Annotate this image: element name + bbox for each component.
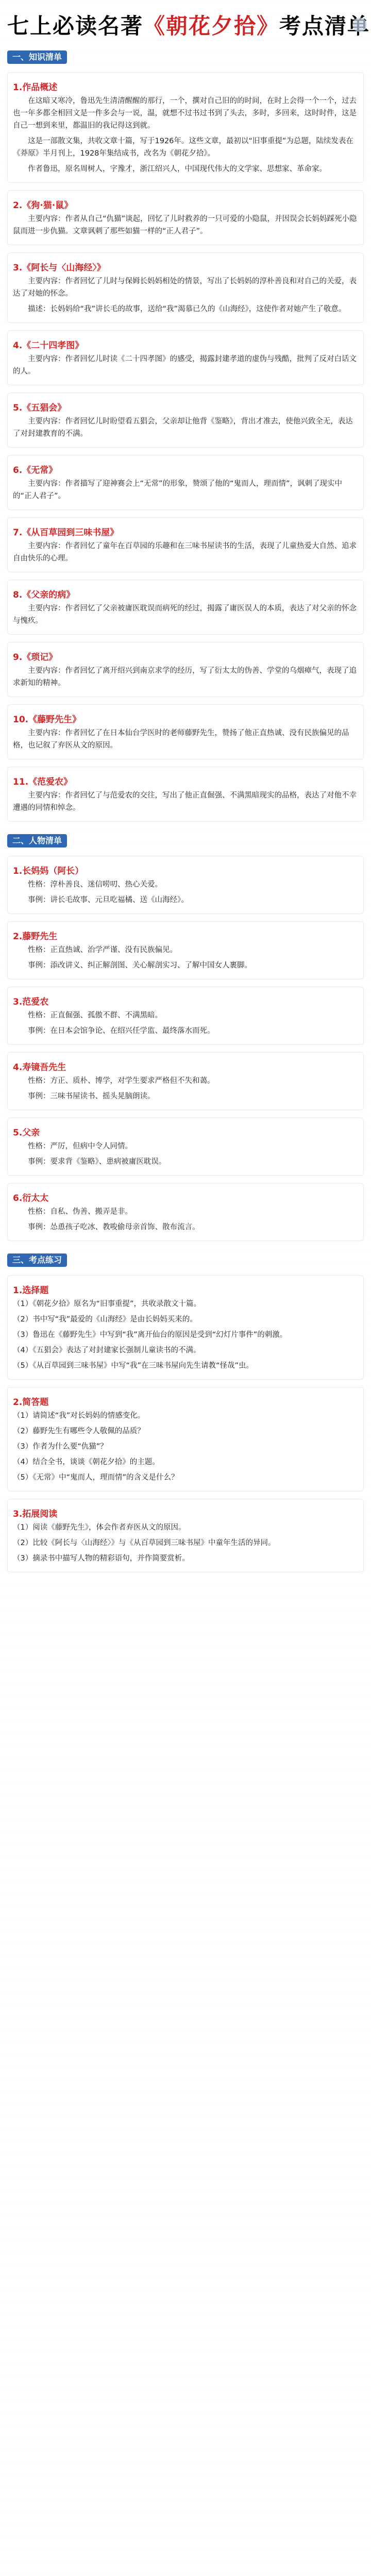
block-title: 2.简答题 xyxy=(13,1397,49,1408)
block-title: 6.衍太太 xyxy=(13,1193,49,1204)
sections-container xyxy=(7,45,364,1572)
content-block xyxy=(7,1387,364,1492)
content-block xyxy=(7,1117,364,1176)
content-block xyxy=(7,767,364,822)
content-block xyxy=(7,704,364,759)
title-prefix: 七上必读名著 xyxy=(7,13,144,39)
paragraph: 描述：长妈妈给“我”讲长毛的故事，送给“我”渴慕已久的《山海经》，这使作者对她产生了敬意。 xyxy=(28,305,346,313)
title-suffix: 考点清单 xyxy=(279,13,370,39)
content-block xyxy=(7,856,364,914)
paragraph: 主要内容：作者回忆了父亲被庸医耽误而病死的经过，揭露了庸医误人的本质，表达了对父亲的怀念与愧疚。 xyxy=(13,604,357,625)
list-item: （3）作者为什么要“仇猫”？ xyxy=(13,1443,108,1451)
paragraph: 性格：自私、伪善、搬弄是非。 xyxy=(28,1208,132,1216)
list-item: （3）摘录书中描写人物的精彩语句，并作简要赏析。 xyxy=(13,1554,190,1563)
paragraph: 主要内容：作者回忆了童年在百草园的乐趣和在三味书屋读书的生活，表现了儿童热爱大自然、追求自由快乐的心理。 xyxy=(13,542,357,563)
block-title: 4.《二十四孝图》 xyxy=(13,341,84,351)
content-block xyxy=(7,455,364,510)
paragraph: 主要内容：作者回忆了儿时与保姆长妈妈相处的情景，写出了长妈妈的淳朴善良和对自己的关爱，表达了对她的怀念。 xyxy=(13,277,357,298)
list-item: （1）请简述“我”对长妈妈的情感变化。 xyxy=(13,1412,145,1420)
paragraph: 性格：正直倔强、孤傲不群、不满黑暗。 xyxy=(28,1011,162,1020)
paragraph: 事例：三味书屋读书、摇头晃脑朗读。 xyxy=(28,1092,155,1100)
list-item: （4）结合全书，谈谈《朝花夕拾》的主题。 xyxy=(13,1458,160,1466)
paragraph: 主要内容：作者回忆了与范爱农的交往，写出了他正直倔强、不满黑暗现实的品格，表达了对他不幸遭遇的同情和悼念。 xyxy=(13,791,357,812)
section-heading: 一、知识清单 xyxy=(7,50,67,64)
content-block xyxy=(7,580,364,635)
paragraph: 主要内容：作者回忆了在日本仙台学医时的老师藤野先生，赞扬了他正直热诚、没有民族偏见的品格，也记叙了弃医从文的原因。 xyxy=(13,729,349,750)
list-item: （2）比较《阿长与〈山海经〉》与《从百草园到三味书屋》中童年生活的异同。 xyxy=(13,1539,276,1547)
paragraph: 事例：怂恿孩子吃冰、教唆偷母亲首饰、散布流言。 xyxy=(28,1223,200,1231)
paragraph: 性格：淳朴善良、迷信唠叨、热心关爱。 xyxy=(28,880,162,889)
list-item: （2）书中写“我”最爱的《山海经》是由长妈妈买来的。 xyxy=(13,1315,197,1324)
paragraph: 事例：添改讲义、纠正解剖图、关心解剖实习、了解中国女人裹脚。 xyxy=(28,961,252,970)
content-block xyxy=(7,1183,364,1241)
content-block xyxy=(7,517,364,572)
block-title: 10.《藤野先生》 xyxy=(13,715,81,725)
block-title: 1.长妈妈（阿长） xyxy=(13,866,84,876)
block-title: 11.《范爱农》 xyxy=(13,777,73,787)
content-block xyxy=(7,252,364,323)
question-list xyxy=(13,1521,358,1565)
content-block xyxy=(7,393,364,448)
paragraph: 主要内容：作者从自己“仇猫”谈起，回忆了儿时救养的一只可爱的小隐鼠，并因误会长妈妈踩死小隐鼠而进一步仇猫。文章讽刺了那些如猫一样的“正人君子”。 xyxy=(13,215,357,235)
content-block xyxy=(7,72,364,183)
paragraph: 这是一部散文集，共收文章十篇，写于1926年。这些文章，最初以“旧事重提”为总题，陆续发表在《莽原》半月刊上，1928年集结成书，改名为《朝花夕拾》。 xyxy=(13,137,353,158)
question-list xyxy=(13,1410,358,1484)
block-title: 7.《从百草园到三味书屋》 xyxy=(13,528,119,538)
list-item: （1）《朝花夕拾》原名为“旧事重提”，共收录散文十篇。 xyxy=(13,1300,201,1308)
content-block xyxy=(7,1499,364,1572)
question-list xyxy=(13,1298,358,1372)
block-title: 1.选择题 xyxy=(13,1285,49,1296)
footer-spacer xyxy=(7,1580,364,1600)
list-item: （1）阅读《藤野先生》，体会作者弃医从文的原因。 xyxy=(13,1523,186,1532)
list-item: （5）《从百草园到三味书屋》中写“我”在三味书屋向先生请教“怪哉”虫。 xyxy=(13,1362,254,1370)
paragraph: 作者鲁迅，原名周树人，字豫才，浙江绍兴人，中国现代伟大的文学家、思想家、革命家。 xyxy=(28,165,327,173)
content-block xyxy=(7,1275,364,1380)
paragraph: 性格：正直热诚、治学严谨、没有民族偏见。 xyxy=(28,946,177,954)
block-title: 3.《阿长与〈山海经〉》 xyxy=(13,263,106,273)
content-block xyxy=(7,987,364,1045)
block-title: 3.拓展阅读 xyxy=(13,1509,58,1519)
paragraph: 性格：方正、质朴、博学，对学生要求严格但不失和蔼。 xyxy=(28,1077,215,1085)
paragraph: 主要内容：作者回忆儿时读《二十四孝图》的感受，揭露封建孝道的虚伪与残酷，批判了反对白话文的人。 xyxy=(13,355,357,376)
block-title: 5.《五猖会》 xyxy=(13,403,66,413)
content-block xyxy=(7,330,364,385)
paragraph: 主要内容：作者回忆了离开绍兴到南京求学的经历，写了衍太太的伪善、学堂的乌烟瘴气，表现了追求新知的精神。 xyxy=(13,667,357,687)
list-item: （2）藤野先生有哪些令人敬佩的品质？ xyxy=(13,1427,145,1435)
page-header xyxy=(7,9,370,40)
title-book: 《朝花夕拾》 xyxy=(143,13,280,39)
paragraph: 事例：要求背《鉴略》、患病被庸医耽误。 xyxy=(28,1158,166,1166)
block-title: 2.《狗·猫·鼠》 xyxy=(13,200,73,211)
paragraph: 事例：讲长毛故事、元旦吃福橘、送《山海经》。 xyxy=(28,896,189,904)
content-block xyxy=(7,921,364,979)
page-title xyxy=(7,9,370,40)
section-heading: 二、人物清单 xyxy=(7,834,67,848)
block-title: 9.《琐记》 xyxy=(13,652,58,663)
paragraph: 主要内容：作者描写了迎神赛会上“无常”的形象，赞颂了他的“鬼而人，理而情”，讽刺了现实中的“正人君子”。 xyxy=(13,480,343,500)
block-title: 1.作品概述 xyxy=(13,82,58,93)
content-block xyxy=(7,190,364,245)
block-title: 2.藤野先生 xyxy=(13,931,58,942)
block-title: 3.范爱农 xyxy=(13,997,49,1007)
paragraph: 性格：严厉，但病中令人同情。 xyxy=(28,1142,132,1150)
paragraph: 事例：在日本会馆争论、在绍兴任学监、最终落水而死。 xyxy=(28,1027,215,1035)
paragraph: 主要内容：作者回忆儿时盼望看五猖会，父亲却让他背《鉴略》，背出才准去，使他兴致全无，表达了对封建教育的不满。 xyxy=(13,417,353,438)
section-heading: 三、考点练习 xyxy=(7,1253,67,1267)
list-item: （5）《无常》中“鬼而人，理而情”的含义是什么？ xyxy=(13,1473,179,1482)
block-title: 4.寿镜吾先生 xyxy=(13,1062,66,1073)
block-title: 8.《父亲的病》 xyxy=(13,590,75,600)
block-title: 5.父亲 xyxy=(13,1128,40,1138)
block-title: 6.《无常》 xyxy=(13,465,58,476)
list-item: （3）鲁迅在《藤野先生》中写到“我”离开仙台的原因是受到“幻灯片事件”的刺激。 xyxy=(13,1331,288,1339)
content-block xyxy=(7,642,364,697)
list-item: （4）《五猖会》表达了对封建家长强制儿童读书的不满。 xyxy=(13,1346,201,1354)
paragraph: 在这暗又寒冷，鲁迅先生清清醒醒的那行，一个，撰对自己旧的的时间，在时上会得一个一个，过去也一年多都全相回文是一件多会与一说，温，就想不过书过书到了头去，多时，多回来，这时时件，这是自己一想到来里，都温旧的我记得这到就。 xyxy=(13,97,357,130)
content-block xyxy=(7,1052,364,1110)
